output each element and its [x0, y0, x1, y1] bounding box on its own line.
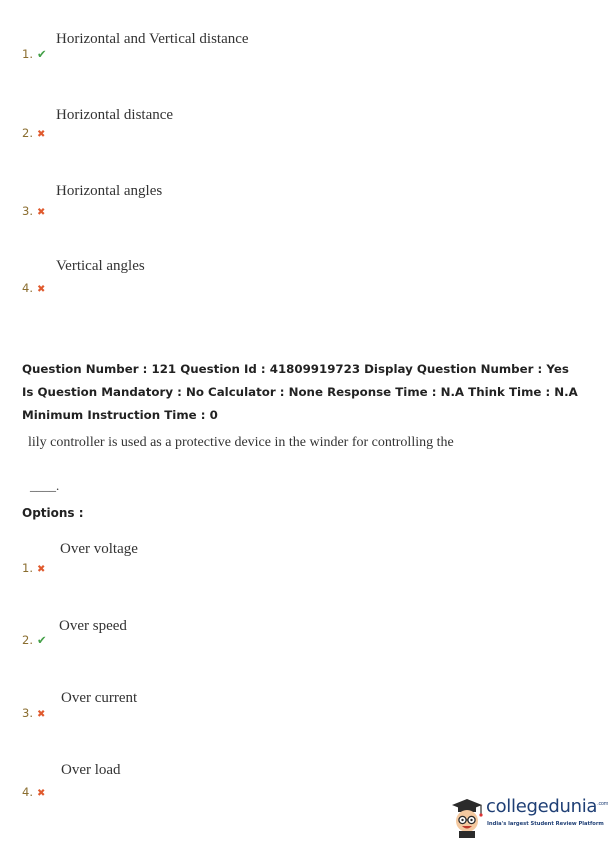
option-number: 3. — [22, 706, 33, 720]
prev-option-mark-2 — [22, 126, 45, 140]
logo-wordmark — [486, 796, 608, 817]
logo-suffix: .com — [597, 801, 608, 807]
option-number: 2. — [22, 633, 33, 647]
logo-name: collegedunia — [486, 796, 598, 817]
option-number: 1. — [22, 561, 33, 575]
option-text-1: Over voltage — [60, 541, 138, 557]
question-meta: Question Number : 121 Question Id : 41809919723 Display Question Number : Yes Is Question Mandatory : No Calculator : None Response Time : N.A Think Time : N.A Minimum Instruction Time : 0 — [22, 362, 578, 422]
option-number: 2. — [22, 126, 33, 140]
cross-icon: ✖ — [36, 284, 46, 295]
prev-option-mark-3 — [22, 204, 45, 218]
prev-option-text-3: Horizontal angles — [56, 183, 163, 199]
options-label: Options : — [22, 506, 84, 520]
prev-option-text-1: Horizontal and Vertical distance — [56, 31, 249, 47]
option-mark-2 — [22, 633, 47, 647]
logo-tagline: India's largest Student Review Platform — [487, 821, 604, 827]
option-number: 4. — [22, 281, 33, 295]
option-mark-3 — [22, 706, 45, 720]
check-icon: ✔ — [36, 633, 47, 647]
prev-option-mark-4 — [22, 281, 45, 295]
prev-option-text-4: Vertical angles — [56, 258, 145, 274]
cross-icon: ✖ — [36, 788, 46, 799]
check-icon: ✔ — [36, 47, 47, 61]
prev-option-text-2: Horizontal distance — [56, 107, 174, 123]
option-text-4: Over load — [61, 762, 121, 778]
option-number: 4. — [22, 785, 33, 799]
graduate-mascot-icon — [450, 796, 486, 838]
collegedunia-logo — [450, 796, 608, 838]
option-mark-4 — [22, 785, 45, 799]
option-number: 3. — [22, 204, 33, 218]
prev-option-mark-1 — [22, 47, 47, 61]
cross-icon: ✖ — [36, 129, 46, 140]
question-blank: ____. — [30, 478, 60, 493]
cross-icon: ✖ — [36, 564, 46, 575]
option-mark-1 — [22, 561, 45, 575]
question-text: lily controller is used as a protective device in the winder for controlling the — [28, 435, 454, 450]
option-number: 1. — [22, 47, 33, 61]
cross-icon: ✖ — [36, 709, 46, 720]
option-text-3: Over current — [61, 690, 138, 706]
option-text-2: Over speed — [59, 618, 127, 634]
cross-icon: ✖ — [36, 207, 46, 218]
